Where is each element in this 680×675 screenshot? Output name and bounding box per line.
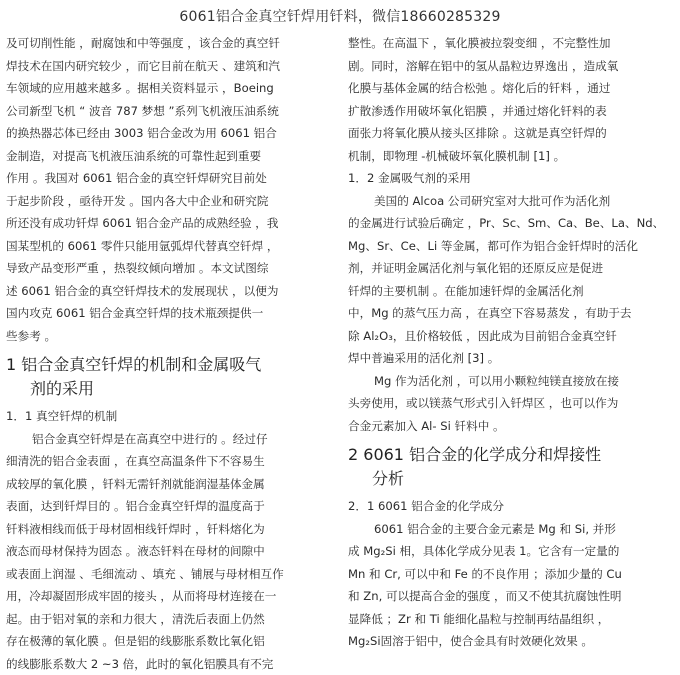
text-line: 化膜与基体金属的结合松弛 。熔化后的钎料 ，通过 xyxy=(348,77,674,100)
composition-paragraph xyxy=(348,518,674,653)
subsection-2-1-heading: 2．1 6061 铝合金的化学成分 xyxy=(348,495,674,518)
text-line: 焊技术在国内研究较少 ，而它目前在航天 、建筑和汽 xyxy=(6,55,324,78)
right-column xyxy=(348,32,674,653)
text-line: 成 Mg₂Si 相，具体化学成分见表 1。它含有一定量的 xyxy=(348,540,674,563)
text-line: 述 6061 铝合金的真空钎焊技术的发展现状 ，以便为 xyxy=(6,280,324,303)
text-line: 头旁使用，或以镁蒸气形式引入钎焊区 ，也可以作为 xyxy=(348,392,674,415)
text-line: 钎焊的主要机制 。在能加速钎焊的金属活化剂 xyxy=(348,280,674,303)
section-2-heading-cont: 分析 xyxy=(348,467,674,491)
text-line: 机制，即物理 -机械破坏氧化膜机制 [1] 。 xyxy=(348,145,674,168)
text-line: 的换热器芯体已经由 3003 铝合金改为用 6061 铝合 xyxy=(6,122,324,145)
intro-paragraph xyxy=(6,32,324,347)
text-line: 起。由于铝对氧的亲和力很大 ，清洗后表面上仍然 xyxy=(6,608,324,631)
text-line: 国内攻克 6061 铝合金真空钎焊的技术瓶颈提供一 xyxy=(6,302,324,325)
text-line: Mg、Sr、Ce、Li 等金属，都可作为铝合金钎焊时的活化 xyxy=(348,235,674,258)
text-line: 扩散渗透作用破坏氧化铝膜 ，并通过熔化钎料的表 xyxy=(348,100,674,123)
text-line: 细清洗的铝合金表面 ，在真空高温条件下不容易生 xyxy=(6,450,324,473)
text-line: 公司新型飞机 “ 波音 787 梦想 ”系列飞机液压油系统 xyxy=(6,100,324,123)
text-line: Mg₂Si固溶于铝中，使合金具有时效硬化效果 。 xyxy=(348,630,674,653)
text-line: 6061 铝合金的主要合金元素是 Mg 和 Si, 并形 xyxy=(348,518,674,541)
text-line: 钎料液相线而低于母材固相线钎焊时 ，钎料熔化为 xyxy=(6,518,324,541)
text-line: 焊中普遍采用的活化剂 [3] 。 xyxy=(348,347,674,370)
text-line: 铝合金真空钎焊是在高真空中进行的 。经过仔 xyxy=(6,428,324,451)
text-line: 车领域的应用越来越多 。据相关资料显示 ，Boeing xyxy=(6,77,324,100)
text-line: 美国的 Alcoa 公司研究室对大批可作为活化剂 xyxy=(348,190,674,213)
text-line: 用，冷却凝固形成牢固的接头 ，从而将母材连接在一 xyxy=(6,585,324,608)
subsection-1-1-heading: 1．1 真空钎焊的机制 xyxy=(6,405,324,428)
text-line: 显降低 ；Zr 和 Ti 能细化晶粒与控制再结晶组织 ， xyxy=(348,608,674,631)
text-line: 或表面上润湿 、毛细流动 、填充 、铺展与母材相互作 xyxy=(6,563,324,586)
section-2-heading: 2 6061 铝合金的化学成分和焊接性 xyxy=(348,443,674,467)
header-title: 6061铝合金真空钎焊用钎料，微信18660285329 xyxy=(0,6,680,26)
text-line: 面张力将氧化膜从接头区排除 。这就是真空钎焊的 xyxy=(348,122,674,145)
text-line: 液态而母材保持为固态 。液态钎料在母材的间隙中 xyxy=(6,540,324,563)
text-line: 中，Mg 的蒸气压力高 ，在真空下容易蒸发 ，有助于去 xyxy=(348,302,674,325)
text-line: 剂，并证明金属活化剂与氧化铝的还原反应是促进 xyxy=(348,257,674,280)
text-line: 作用 。我国对 6061 铝合金的真空钎焊研究目前处 xyxy=(6,167,324,190)
text-line: 合金元素加入 Al- Si 钎料中 。 xyxy=(348,415,674,438)
text-line: 的金属进行试验后确定 ，Pr、Sc、Sm、Ca、Be、La、Nd、 xyxy=(348,212,674,235)
text-line: 所还没有成功钎焊 6061 铝合金产品的成熟经验 ，我 xyxy=(6,212,324,235)
text-line: 金制造，对提高飞机液压油系统的可靠性起到重要 xyxy=(6,145,324,168)
section-1-heading-cont: 剂的采用 xyxy=(6,377,324,401)
text-line: 于起步阶段 ，亟待开发 。国内各大中企业和研究院 xyxy=(6,190,324,213)
mg-paragraph xyxy=(348,370,674,438)
mechanism-paragraph-cont xyxy=(348,32,674,167)
text-line: 导致产品变形严重 ，热裂纹倾向增加 。本文试图综 xyxy=(6,257,324,280)
text-line: Mn 和 Cr, 可以中和 Fe 的不良作用 ；添加少量的 Cu xyxy=(348,563,674,586)
left-column xyxy=(6,32,324,675)
text-line: 及可切削性能 ，耐腐蚀和中等强度 ，该合金的真空钎 xyxy=(6,32,324,55)
text-line: Mg 作为活化剂 ，可以用小颗粒纯镁直接放在接 xyxy=(348,370,674,393)
mechanism-paragraph xyxy=(6,428,324,675)
getter-paragraph xyxy=(348,190,674,370)
text-line: 和 Zn, 可以提高合金的强度 ，而又不使其抗腐蚀性明 xyxy=(348,585,674,608)
text-line: 些参考 。 xyxy=(6,325,324,348)
section-1-heading: 1 铝合金真空钎焊的机制和金属吸气 xyxy=(6,353,324,377)
text-line: 国某型机的 6061 零件只能用氩弧焊代替真空钎焊 ， xyxy=(6,235,324,258)
text-line: 除 Al₂O₃，且价格较低 ，因此成为目前铝合金真空钎 xyxy=(348,325,674,348)
text-line: 的线膨胀系数大 2 ~3 倍，此时的氧化铝膜具有不完 xyxy=(6,653,324,675)
text-line: 剧。同时，溶解在铝中的氢从晶粒边界逸出 ，造成氧 xyxy=(348,55,674,78)
text-line: 成较厚的氧化膜 ，钎料无需钎剂就能润湿基体金属 xyxy=(6,473,324,496)
text-line: 表面，达到钎焊目的 。铝合金真空钎焊的温度高于 xyxy=(6,495,324,518)
text-line: 存在极薄的氧化膜 。但是铝的线膨胀系数比氧化铝 xyxy=(6,630,324,653)
subsection-1-2-heading: 1．2 金属吸气剂的采用 xyxy=(348,167,674,190)
text-line: 整性。在高温下 ，氧化膜被拉裂变细 ，不完整性加 xyxy=(348,32,674,55)
